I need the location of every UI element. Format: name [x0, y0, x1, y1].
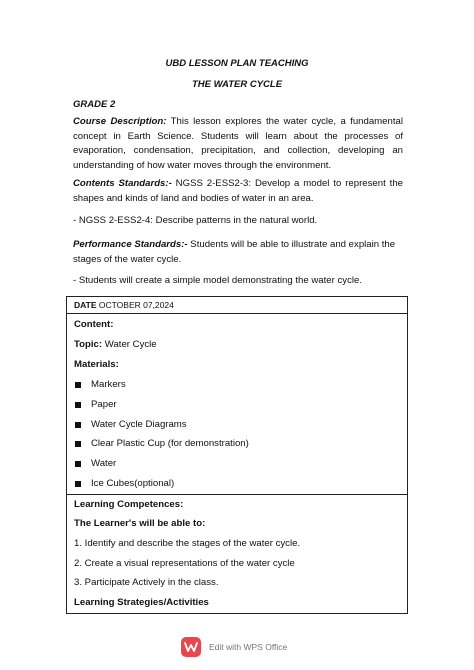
date-row — [66, 296, 408, 314]
competence-item: 2. Create a visual representations of the water cycle — [74, 558, 295, 569]
material-item: Paper — [91, 399, 117, 410]
course-description — [73, 115, 403, 173]
contents-standards-label: Contents Standards:- — [73, 178, 172, 189]
material-item: Clear Plastic Cup (for demonstration) — [91, 438, 249, 449]
performance-standards — [73, 238, 403, 267]
bullet-icon — [75, 481, 81, 487]
wps-logo-icon — [181, 637, 201, 657]
learning-cell — [66, 494, 408, 614]
wps-edit-link[interactable] — [181, 636, 296, 660]
course-description-label: Course Description: — [73, 116, 167, 127]
document-subtitle: THE WATER CYCLE — [191, 79, 283, 90]
material-item: Water — [91, 458, 117, 469]
competence-item: 1. Identify and describe the stages of the water cycle. — [74, 538, 301, 549]
performance-standards-label: Performance Standards:- — [73, 239, 188, 250]
performance-standards-text: Students will be able to illustrate and explain the stages of the water cycle. — [73, 239, 396, 265]
learner-label: The Learner's will be able to: — [74, 518, 206, 529]
content-label: Content: — [74, 319, 114, 330]
topic-label: Topic: — [74, 339, 103, 350]
strategies-label: Learning Strategies/Activities — [74, 597, 209, 608]
material-item: Ice Cubes(optional) — [91, 478, 175, 489]
date-label: DATE — [74, 300, 97, 310]
bullet-icon — [75, 441, 81, 447]
material-item: Water Cycle Diagrams — [91, 419, 187, 430]
date-value: OCTOBER 07,2024 — [96, 300, 174, 310]
contents-standards-item: - NGSS 2-ESS2-4: Describe patterns in the natural world. — [73, 215, 318, 226]
topic-line — [74, 339, 157, 350]
materials-label: Materials: — [74, 359, 119, 370]
contents-standards-text: NGSS 2-ESS2-3: Develop a model to represent the shapes and kinds of land and bodies of water in an area. — [73, 178, 403, 204]
bullet-icon — [75, 402, 81, 408]
competence-item: 3. Participate Actively in the class. — [74, 577, 219, 588]
grade-label: GRADE 2 — [73, 99, 116, 110]
bullet-icon — [75, 382, 81, 388]
content-cell — [66, 313, 408, 495]
performance-standards-item: - Students will create a simple model demonstrating the water cycle. — [73, 275, 363, 286]
wps-edit-label: Edit with WPS Office — [209, 642, 288, 652]
bullet-icon — [75, 461, 81, 467]
contents-standards — [73, 177, 403, 206]
topic-value: Water Cycle — [102, 339, 157, 350]
competences-label: Learning Competences: — [74, 499, 184, 510]
course-description-text: This lesson explores the water cycle, a fundamental concept in Earth Science. Students will learn about the processes of evaporation, condensation, precipitation, and collection, developing an understanding of how water moves through the environment. — [73, 116, 403, 171]
date-cell — [74, 300, 174, 310]
bullet-icon — [75, 422, 81, 428]
material-item: Markers — [91, 379, 126, 390]
document-title: UBD LESSON PLAN TEACHING — [165, 58, 309, 69]
